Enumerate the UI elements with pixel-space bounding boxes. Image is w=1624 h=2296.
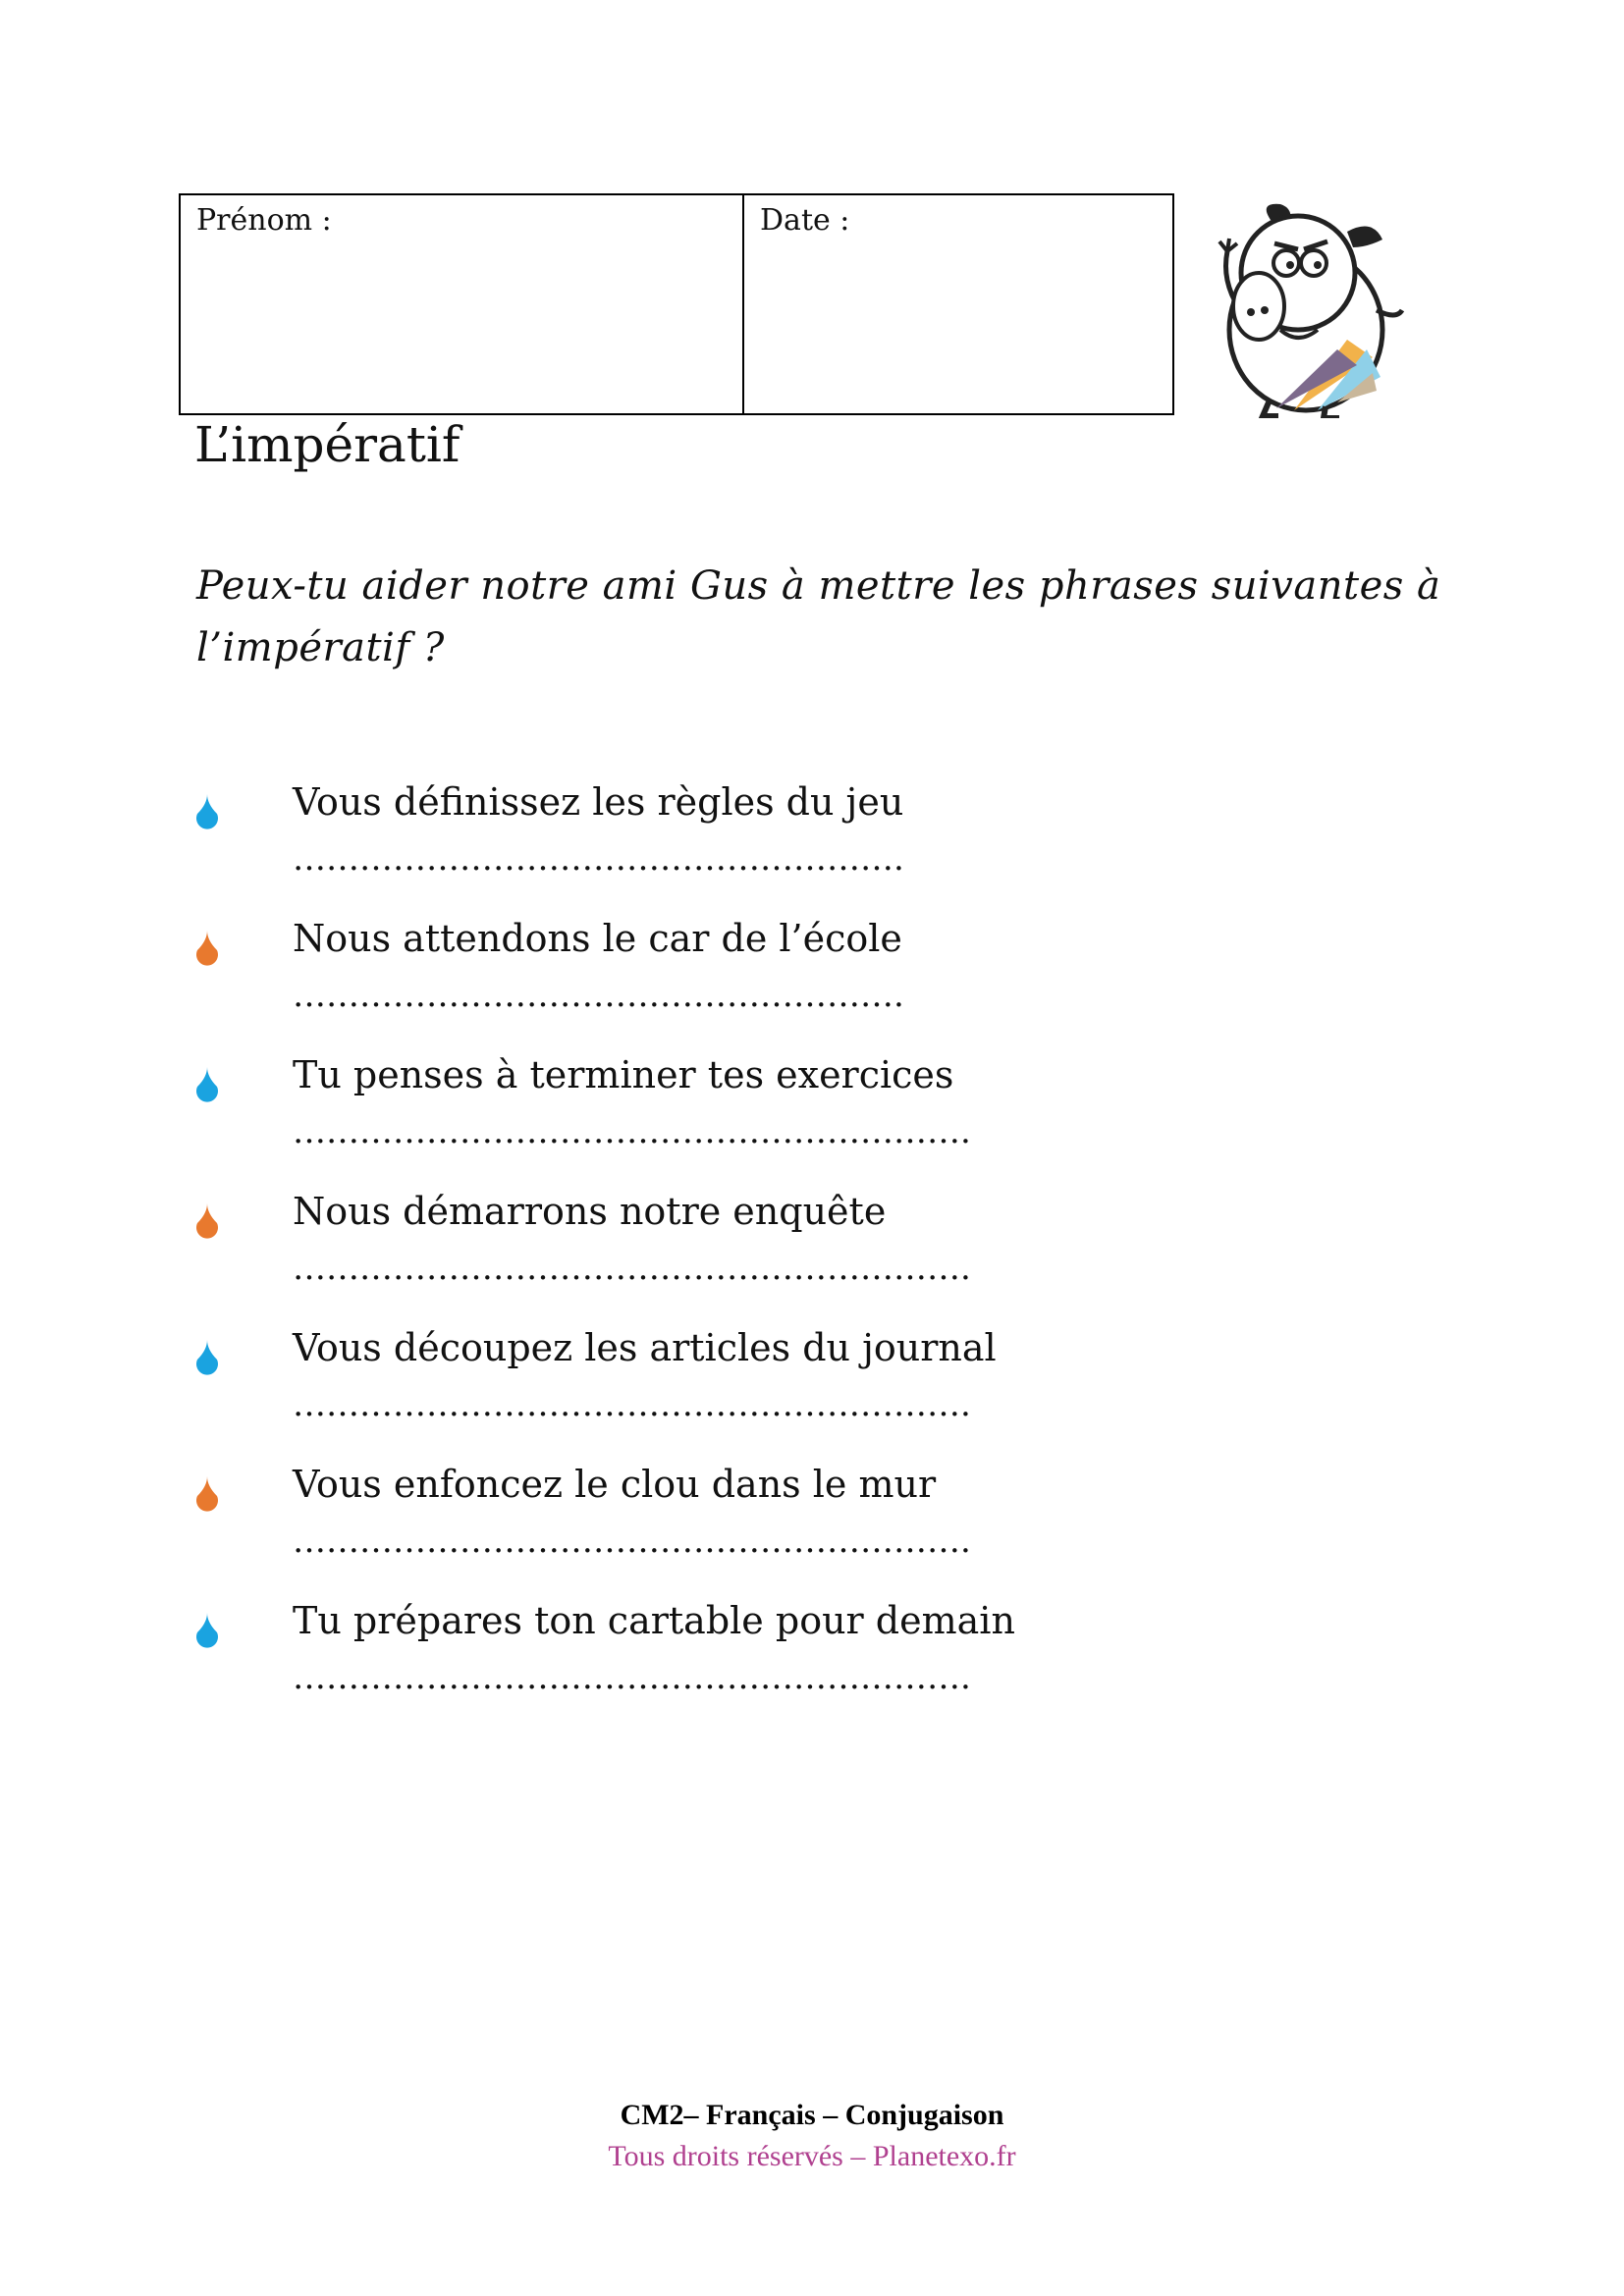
drop-bullet-icon <box>194 1476 220 1512</box>
exercise-list <box>194 780 1373 1735</box>
date-field[interactable] <box>744 195 1172 413</box>
exercise-sentence: Tu prépares ton cartable pour demain <box>293 1599 1015 1642</box>
drop-bullet-icon <box>194 1067 220 1102</box>
page-title: L’impératif <box>194 416 460 473</box>
date-label: Date : <box>760 203 850 238</box>
drop-bullet-icon <box>194 794 220 829</box>
exercise-sentence: Vous définissez les règles du jeu <box>293 780 904 824</box>
exercise-item <box>194 1053 1373 1190</box>
drop-bullet-icon <box>194 1203 220 1239</box>
footer-course: CM2– Français – Conjugaison <box>620 2099 1004 2131</box>
answer-line[interactable]: ………………………………………………. <box>293 839 904 879</box>
name-field[interactable] <box>181 195 744 413</box>
exercise-item <box>194 780 1373 917</box>
drop-bullet-icon <box>194 931 220 966</box>
exercise-sentence: Tu penses à terminer tes exercices <box>293 1053 954 1096</box>
sheep-mascot-icon <box>1200 192 1416 418</box>
exercise-sentence: Nous attendons le car de l’école <box>293 917 902 960</box>
instruction-text: Peux-tu aider notre ami Gus à mettre les phrases suivantes à l’impératif ? <box>196 563 1441 670</box>
answer-line[interactable]: ……………………………………………………. <box>293 1385 971 1424</box>
exercise-item <box>194 1599 1373 1735</box>
answer-line[interactable]: ………………………………………………. <box>293 976 904 1015</box>
answer-line[interactable]: ……………………………………………………. <box>293 1522 971 1561</box>
exercise-item <box>194 1326 1373 1463</box>
header-table <box>179 193 1174 415</box>
answer-line[interactable]: ……………………………………………………. <box>293 1112 971 1151</box>
drop-bullet-icon <box>194 1340 220 1375</box>
exercise-sentence: Nous démarrons notre enquête <box>293 1190 887 1233</box>
exercise-sentence: Vous enfoncez le clou dans le mur <box>293 1463 937 1506</box>
exercise-sentence: Vous découpez les articles du journal <box>293 1326 997 1369</box>
footer-copyright-link[interactable]: Tous droits réservés – Planetexo.fr <box>608 2140 1016 2172</box>
exercise-item <box>194 1190 1373 1326</box>
answer-line[interactable]: ……………………………………………………. <box>293 1249 971 1288</box>
answer-line[interactable]: ……………………………………………………. <box>293 1658 971 1697</box>
exercise-item <box>194 917 1373 1053</box>
drop-bullet-icon <box>194 1613 220 1648</box>
name-label: Prénom : <box>196 203 332 238</box>
exercise-item <box>194 1463 1373 1599</box>
